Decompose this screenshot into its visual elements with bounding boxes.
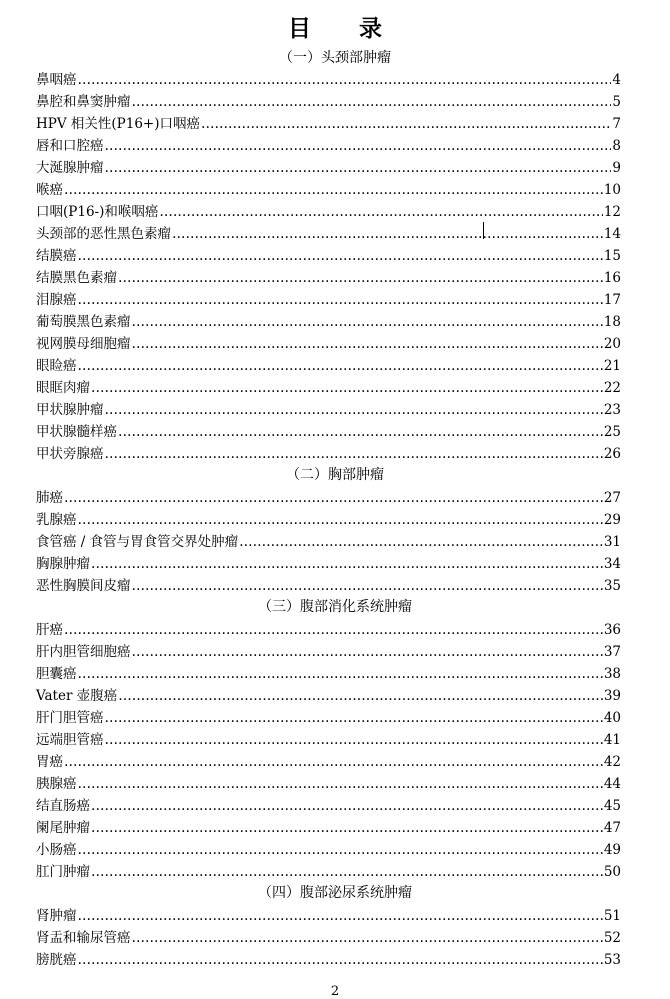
footer-page-number: 2 [330, 984, 340, 999]
section-heading-head-neck: （一）头颈部肿瘤 [279, 50, 391, 66]
toc-entry[interactable]: 口咽(P16-)和喉咽癌 ……………………………………………………………………………………………………………………………………………………………………… 12 [36, 200, 621, 220]
leader-dots [91, 380, 603, 396]
leader-dots [118, 270, 603, 286]
toc-entry[interactable]: 眼眶肉瘤 ……………………………………………………………………………………………………………………………………………………………………… 22 [36, 376, 621, 396]
leader-dots [64, 490, 603, 506]
section-heading-digestive: （三）腹部消化系统肿瘤 [258, 599, 412, 615]
toc-entry[interactable]: 恶性胸膜间皮瘤 ……………………………………………………………………………………………………………………………………………………………………… 35 [36, 574, 621, 594]
leader-dots [78, 776, 603, 792]
toc-entry[interactable]: 远端胆管癌 ……………………………………………………………………………………………………………………………………………………………………… 41 [36, 728, 621, 748]
toc-entry[interactable]: 眼睑癌 ……………………………………………………………………………………………………………………………………………………………………… 21 [36, 354, 621, 374]
toc-entry[interactable]: 唇和口腔癌 ……………………………………………………………………………………………………………………………………………………………………… 8 [36, 134, 621, 154]
toc-entry[interactable]: 肝癌 ……………………………………………………………………………………………………………………………………………………………………… 36 [36, 618, 621, 638]
leader-dots [172, 226, 603, 242]
leader-dots [132, 644, 603, 660]
leader-dots [105, 446, 603, 462]
leader-dots [78, 842, 603, 858]
toc-entry[interactable]: 胸腺肿瘤 ……………………………………………………………………………………………………………………………………………………………………… 34 [36, 552, 621, 572]
toc-entry[interactable]: 胰腺癌 ……………………………………………………………………………………………………………………………………………………………………… 44 [36, 772, 621, 792]
toc-entry[interactable]: 食管癌 / 食管与胃食管交界处肿瘤 ……………………………………………………………………………………………………………………………………………………………………… 31 [36, 530, 621, 550]
leader-dots [78, 248, 603, 264]
leader-dots [159, 204, 602, 220]
leader-dots [105, 160, 612, 176]
toc-entry[interactable]: Vater 壶腹癌 ……………………………………………………………………………………………………………………………………………………………………… 39 [36, 684, 621, 704]
toc-entry[interactable]: 甲状腺肿瘤 ……………………………………………………………………………………………………………………………………………………………………… 23 [36, 398, 621, 418]
toc-entry[interactable]: 肾肿瘤 ……………………………………………………………………………………………………………………………………………………………………… 51 [36, 904, 621, 924]
toc-entry[interactable]: 头颈部的恶性黑色素瘤 ……………………………………………………………………………………………………………………………………………………………………… 14 [36, 222, 621, 242]
leader-dots [78, 292, 603, 308]
leader-dots [132, 930, 603, 946]
text-cursor [483, 222, 484, 239]
toc-entry[interactable]: 鼻腔和鼻窦肿瘤 ……………………………………………………………………………………………………………………………………………………………………… 5 [36, 90, 621, 110]
leader-dots [105, 138, 612, 154]
toc-entry[interactable]: 甲状旁腺癌 ……………………………………………………………………………………………………………………………………………………………………… 26 [36, 442, 621, 462]
toc-entry[interactable]: 肝门胆管癌 ……………………………………………………………………………………………………………………………………………………………………… 40 [36, 706, 621, 726]
toc-entry[interactable]: 结膜黑色素瘤 ……………………………………………………………………………………………………………………………………………………………………… 16 [36, 266, 621, 286]
leader-dots [118, 424, 603, 440]
leader-dots [91, 556, 603, 572]
toc-entry[interactable]: 阑尾肿瘤 ……………………………………………………………………………………………………………………………………………………………………… 47 [36, 816, 621, 836]
leader-dots [78, 512, 603, 528]
leader-dots [239, 534, 603, 550]
leader-dots [78, 908, 603, 924]
leader-dots [64, 754, 603, 770]
toc-entry[interactable]: 肝内胆管细胞癌 ……………………………………………………………………………………………………………………………………………………………………… 37 [36, 640, 621, 660]
toc-entry[interactable]: 喉癌 ……………………………………………………………………………………………………………………………………………………………………… 10 [36, 178, 621, 198]
toc-entry[interactable]: 结膜癌 ……………………………………………………………………………………………………………………………………………………………………… 15 [36, 244, 621, 264]
leader-dots [91, 864, 603, 880]
leader-dots [78, 358, 603, 374]
leader-dots [78, 666, 603, 682]
section-heading-chest: （二）胸部肿瘤 [286, 467, 384, 483]
leader-dots [132, 314, 603, 330]
toc-entry[interactable]: 泪腺癌 ……………………………………………………………………………………………………………………………………………………………………… 17 [36, 288, 621, 308]
leader-dots [64, 622, 603, 638]
leader-dots [118, 688, 603, 704]
toc-entry[interactable]: 结直肠癌 ……………………………………………………………………………………………………………………………………………………………………… 45 [36, 794, 621, 814]
toc-entry[interactable]: 乳腺癌 ……………………………………………………………………………………………………………………………………………………………………… 29 [36, 508, 621, 528]
leader-dots [201, 116, 611, 132]
leader-dots [64, 182, 603, 198]
leader-dots [105, 732, 603, 748]
toc-entry[interactable]: 视网膜母细胞瘤 ……………………………………………………………………………………………………………………………………………………………………… 20 [36, 332, 621, 352]
toc-entry[interactable]: 大涎腺肿瘤 ……………………………………………………………………………………………………………………………………………………………………… 9 [36, 156, 621, 176]
leader-dots [132, 94, 612, 110]
toc-entry[interactable]: 肺癌 ……………………………………………………………………………………………………………………………………………………………………… 27 [36, 486, 621, 506]
page-title: 目 录 [287, 15, 402, 42]
toc-entry[interactable]: HPV 相关性(P16+)口咽癌 ……………………………………………………………………………………………………………………………………………………………………… 7 [36, 112, 621, 132]
leader-dots [105, 402, 603, 418]
section-heading-urinary: （四）腹部泌尿系统肿瘤 [258, 885, 412, 901]
leader-dots [105, 710, 603, 726]
leader-dots [78, 72, 612, 88]
toc-entry[interactable]: 小肠癌 ……………………………………………………………………………………………………………………………………………………………………… 49 [36, 838, 621, 858]
leader-dots [91, 798, 603, 814]
toc-entry[interactable]: 膀胱癌 ……………………………………………………………………………………………………………………………………………………………………… 53 [36, 948, 621, 968]
leader-dots [78, 952, 603, 968]
toc-entry[interactable]: 肛门肿瘤 ……………………………………………………………………………………………………………………………………………………………………… 50 [36, 860, 621, 880]
leader-dots [132, 336, 603, 352]
leader-dots [132, 578, 603, 594]
toc-entry[interactable]: 肾盂和输尿管癌 ……………………………………………………………………………………………………………………………………………………………………… 52 [36, 926, 621, 946]
toc-entry[interactable]: 葡萄膜黑色素瘤 ……………………………………………………………………………………………………………………………………………………………………… 18 [36, 310, 621, 330]
toc-entry[interactable]: 胆囊癌 ……………………………………………………………………………………………………………………………………………………………………… 38 [36, 662, 621, 682]
toc-entry[interactable]: 甲状腺髓样癌 ……………………………………………………………………………………………………………………………………………………………………… 25 [36, 420, 621, 440]
toc-entry[interactable]: 鼻咽癌 ……………………………………………………………………………………………………………………………………………………………………… 4 [36, 68, 621, 88]
leader-dots [91, 820, 603, 836]
toc-entry[interactable]: 胃癌 ……………………………………………………………………………………………………………………………………………………………………… 42 [36, 750, 621, 770]
